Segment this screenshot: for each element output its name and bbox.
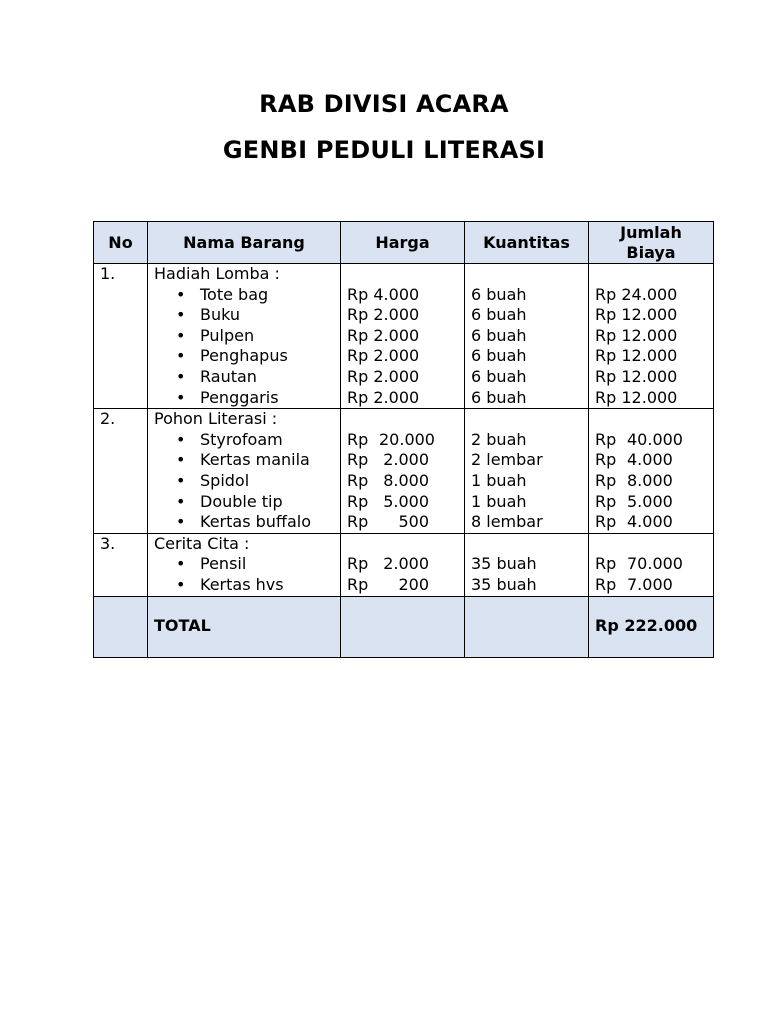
- currency-label: Rp: [347, 470, 369, 490]
- total-harga-cell: [341, 596, 465, 657]
- list-item: [154, 326, 334, 347]
- amount-cell: [589, 264, 714, 409]
- currency-label: Rp: [347, 387, 369, 407]
- amount-value: 5.000: [627, 491, 673, 511]
- total-label: TOTAL: [148, 596, 341, 657]
- header-kuantitas: Kuantitas: [465, 222, 589, 264]
- bullet-icon: •: [176, 512, 186, 532]
- item-quantity: 6 buah: [471, 305, 527, 325]
- item-quantity: 1 buah: [471, 491, 527, 511]
- price-value: 2.000: [373, 366, 420, 386]
- bullet-icon: •: [176, 491, 186, 511]
- bullet-icon: •: [176, 554, 186, 574]
- bullet-icon: •: [176, 325, 186, 345]
- list-item: [154, 346, 334, 367]
- item-quantity: 1 buah: [471, 470, 527, 490]
- bullet-icon: •: [176, 305, 186, 325]
- item-price: [347, 450, 458, 471]
- price-value: 2.000: [373, 346, 420, 366]
- item-price: [347, 388, 458, 409]
- group-spacer: [471, 534, 582, 555]
- currency-label: Rp: [595, 491, 617, 511]
- item-name-cell: [148, 409, 341, 534]
- currency-label: Rp: [347, 346, 369, 366]
- item-amount: [595, 346, 707, 367]
- currency-label: Rp: [595, 387, 617, 407]
- item-name: Tote bag: [200, 284, 269, 304]
- item-quantity: 6 buah: [471, 387, 527, 407]
- currency-label: Rp: [347, 491, 369, 511]
- item-quantity: 8 lembar: [471, 512, 543, 532]
- price-value: 2.000: [373, 387, 420, 407]
- item-name: Rautan: [200, 366, 257, 386]
- list-item: [154, 430, 334, 451]
- price-value: 2.000: [383, 554, 429, 574]
- currency-label: Rp: [347, 554, 369, 574]
- currency-label: Rp: [595, 325, 617, 345]
- price-value: 8.000: [383, 470, 429, 490]
- currency-label: Rp: [347, 574, 369, 594]
- amount-value: 12.000: [621, 325, 678, 345]
- list-item: [154, 512, 334, 533]
- total-row: [94, 596, 714, 657]
- item-price: [347, 471, 458, 492]
- group-spacer: [595, 409, 707, 430]
- item-price: [347, 554, 458, 575]
- list-item: [154, 575, 334, 596]
- item-amount: [595, 367, 707, 388]
- price-value: 2.000: [383, 450, 429, 470]
- price-value: 20.000: [379, 429, 435, 449]
- header-jumlah-line1: Jumlah: [620, 222, 682, 242]
- currency-label: Rp: [595, 554, 617, 574]
- item-name-cell: [148, 264, 341, 409]
- item-quantity: 2 lembar: [471, 450, 543, 470]
- item-price: [347, 492, 458, 513]
- currency-label: Rp: [595, 574, 617, 594]
- item-price: [347, 512, 458, 533]
- item-amount: [595, 285, 707, 306]
- total-value: Rp 222.000: [589, 596, 714, 657]
- quantity-cell: [465, 264, 589, 409]
- amount-value: 12.000: [621, 305, 678, 325]
- table-row: [94, 264, 714, 409]
- total-no-cell: [94, 596, 148, 657]
- item-name: Kertas hvs: [200, 574, 284, 594]
- item-amount: [595, 554, 707, 575]
- item-amount: [595, 388, 707, 409]
- group-spacer: [471, 264, 582, 285]
- document-title: RAB DIVISI ACARA: [259, 90, 509, 118]
- item-price: [347, 430, 458, 451]
- header-jumlah-line2: Biaya: [626, 242, 676, 262]
- item-price: [347, 367, 458, 388]
- item-name: Penggaris: [200, 387, 279, 407]
- group-spacer: [595, 264, 707, 285]
- amount-value: 40.000: [627, 429, 683, 449]
- price-value: 500: [398, 512, 429, 532]
- list-item: [154, 554, 334, 575]
- list-item: [154, 450, 334, 471]
- group-spacer: [595, 534, 707, 555]
- item-name: Penghapus: [200, 346, 288, 366]
- item-name: Double tip: [200, 491, 283, 511]
- document-subtitle: GENBI PEDULI LITERASI: [222, 136, 546, 164]
- item-name: Pensil: [200, 554, 247, 574]
- bullet-icon: •: [176, 429, 186, 449]
- price-cell: [341, 409, 465, 534]
- item-price: [347, 575, 458, 596]
- item-amount: [595, 492, 707, 513]
- list-item: [154, 492, 334, 513]
- price-value: 4.000: [373, 284, 420, 304]
- group-spacer: [347, 264, 458, 285]
- item-amount: [595, 512, 707, 533]
- currency-label: Rp: [347, 284, 369, 304]
- item-price: [347, 305, 458, 326]
- currency-label: Rp: [347, 429, 369, 449]
- header-no: No: [94, 222, 148, 264]
- amount-value: 4.000: [627, 512, 673, 532]
- item-price: [347, 285, 458, 306]
- amount-value: 70.000: [627, 554, 683, 574]
- price-value: 2.000: [373, 325, 420, 345]
- header-harga: Harga: [341, 222, 465, 264]
- item-quantity: 6 buah: [471, 284, 527, 304]
- bullet-icon: •: [176, 470, 186, 490]
- bullet-icon: •: [176, 366, 186, 386]
- group-spacer: [471, 409, 582, 430]
- table-header-row: [94, 222, 714, 264]
- item-amount: [595, 471, 707, 492]
- currency-label: Rp: [595, 366, 617, 386]
- currency-label: Rp: [595, 450, 617, 470]
- amount-cell: [589, 409, 714, 534]
- table-row: [94, 409, 714, 534]
- currency-label: Rp: [595, 470, 617, 490]
- item-name: Kertas manila: [200, 450, 310, 470]
- item-quantity: 6 buah: [471, 325, 527, 345]
- header-jumlah-biaya: [589, 222, 714, 264]
- currency-label: Rp: [595, 512, 617, 532]
- amount-value: 4.000: [627, 450, 673, 470]
- currency-label: Rp: [347, 325, 369, 345]
- item-amount: [595, 305, 707, 326]
- amount-value: 12.000: [621, 366, 678, 386]
- amount-value: 24.000: [621, 284, 678, 304]
- item-quantity: 35 buah: [471, 574, 537, 594]
- row-number: 2.: [94, 409, 148, 534]
- currency-label: Rp: [595, 346, 617, 366]
- amount-value: 7.000: [627, 574, 673, 594]
- currency-label: Rp: [595, 284, 617, 304]
- item-quantity: 2 buah: [471, 429, 527, 449]
- price-cell: [341, 533, 465, 596]
- table-row: [94, 533, 714, 596]
- bullet-icon: •: [176, 574, 186, 594]
- amount-value: 8.000: [627, 470, 673, 490]
- group-name: Cerita Cita :: [154, 533, 250, 553]
- item-quantity: 6 buah: [471, 346, 527, 366]
- item-price: [347, 326, 458, 347]
- currency-label: Rp: [347, 450, 369, 470]
- item-name-cell: [148, 533, 341, 596]
- amount-value: 12.000: [621, 387, 678, 407]
- group-name: Hadiah Lomba :: [154, 264, 280, 283]
- item-name: Spidol: [200, 470, 250, 490]
- total-kuantitas-cell: [465, 596, 589, 657]
- currency-label: Rp: [595, 305, 617, 325]
- bullet-icon: •: [176, 387, 186, 407]
- bullet-icon: •: [176, 284, 186, 304]
- quantity-cell: [465, 533, 589, 596]
- bullet-icon: •: [176, 450, 186, 470]
- list-item: [154, 471, 334, 492]
- row-number: 3.: [94, 533, 148, 596]
- price-value: 2.000: [373, 305, 420, 325]
- bullet-icon: •: [176, 346, 186, 366]
- item-price: [347, 346, 458, 367]
- currency-label: Rp: [347, 366, 369, 386]
- item-name: Pulpen: [200, 325, 255, 345]
- price-value: 5.000: [383, 491, 429, 511]
- group-spacer: [347, 409, 458, 430]
- item-amount: [595, 326, 707, 347]
- amount-cell: [589, 533, 714, 596]
- item-quantity: 6 buah: [471, 366, 527, 386]
- quantity-cell: [465, 409, 589, 534]
- header-nama-barang: Nama Barang: [148, 222, 341, 264]
- list-item: [154, 285, 334, 306]
- currency-label: Rp: [347, 512, 369, 532]
- item-name: Buku: [200, 305, 241, 325]
- currency-label: Rp: [595, 429, 617, 449]
- item-amount: [595, 430, 707, 451]
- item-quantity: 35 buah: [471, 554, 537, 574]
- budget-table: [93, 221, 714, 658]
- list-item: [154, 388, 334, 409]
- price-value: 200: [398, 574, 429, 594]
- list-item: [154, 305, 334, 326]
- currency-label: Rp: [347, 305, 369, 325]
- row-number: 1.: [94, 264, 148, 409]
- group-name: Pohon Literasi :: [154, 409, 278, 429]
- group-spacer: [347, 534, 458, 555]
- item-amount: [595, 575, 707, 596]
- price-cell: [341, 264, 465, 409]
- list-item: [154, 367, 334, 388]
- item-amount: [595, 450, 707, 471]
- amount-value: 12.000: [621, 346, 678, 366]
- item-name: Kertas buffalo: [200, 512, 311, 532]
- item-name: Styrofoam: [200, 429, 283, 449]
